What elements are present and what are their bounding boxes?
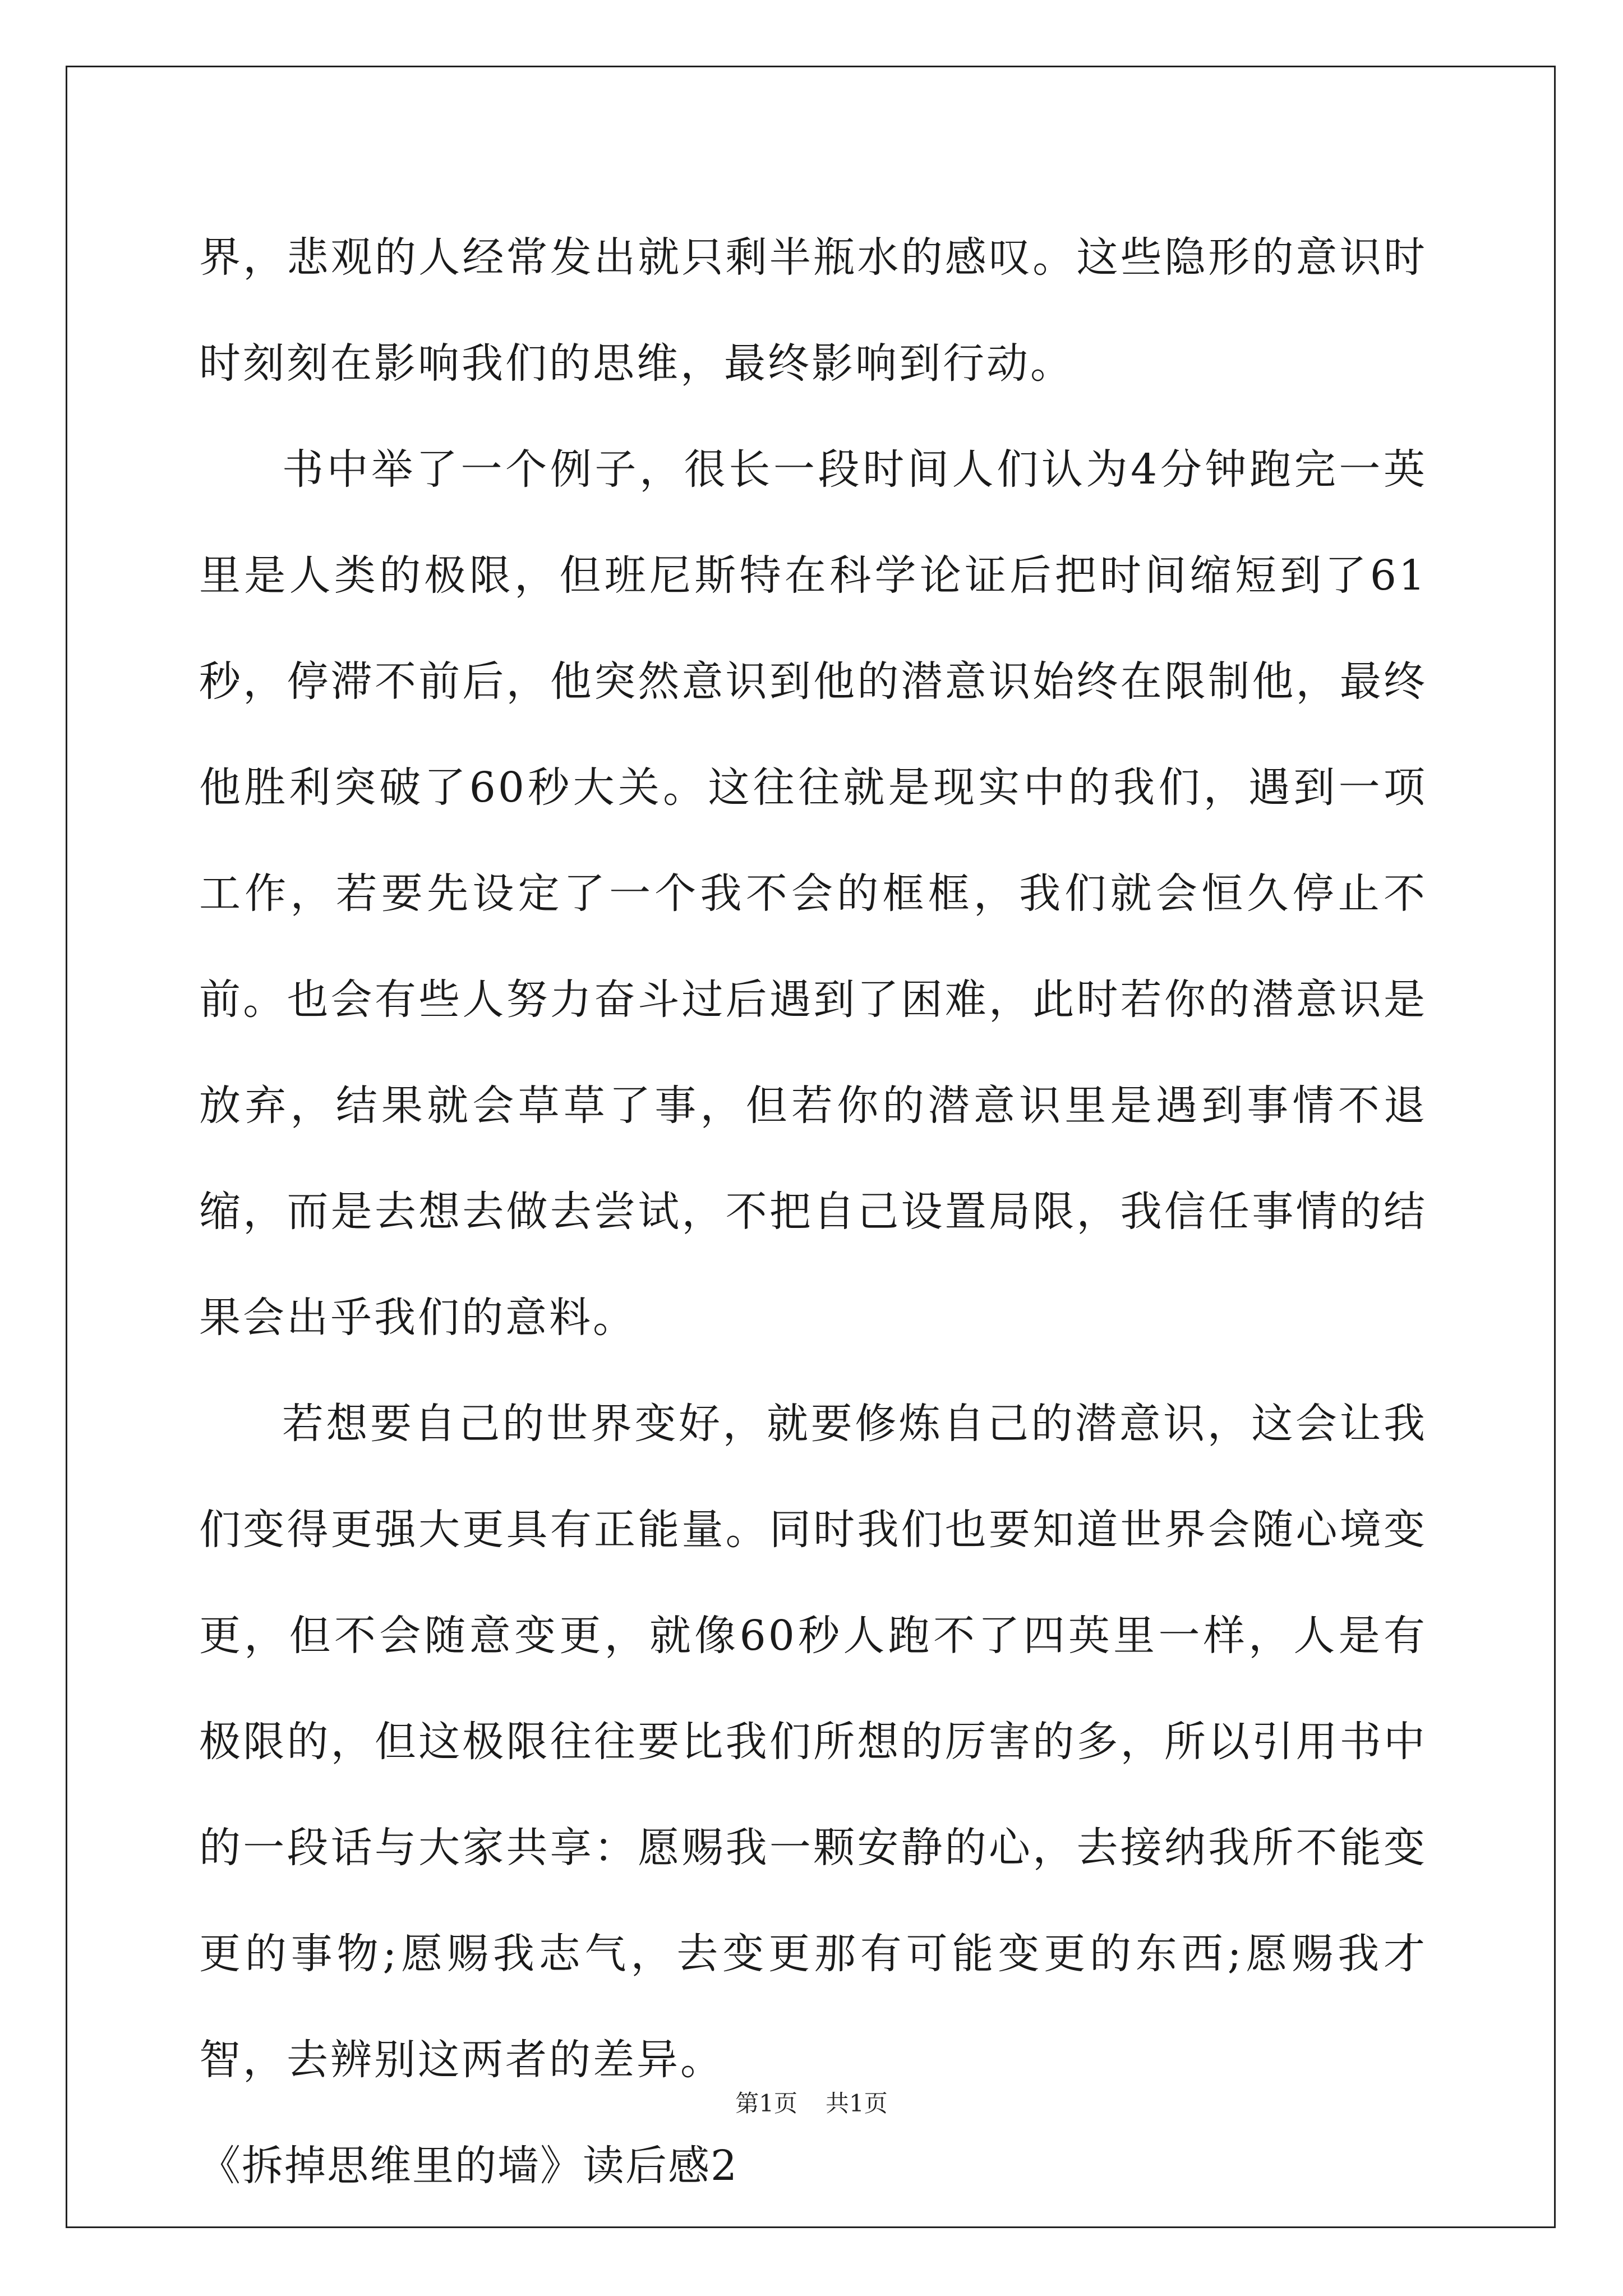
page-total: 共1页 <box>826 2090 888 2117</box>
paragraph-conclusion: 若想要自己的世界变好，就要修炼自己的潜意识，这会让我们变得更强大更具有正能量。同时我们也要知道世界会随心境变更，但不会随意变更，就像60秒人跑不了四英里一样，人是有极限的，但这极限往往要比我们所想的厉害的多，所以引用书中的一段话与大家共享：愿赐我一颗安静的心，去接纳我所不能变更的事物;愿赐我志气，去变更那有可能变更的东西;愿赐我才智，去辨别这两者的差异。 <box>199 1400 1427 2084</box>
paragraph-example: 书中举了一个例子，很长一段时间人们认为4分钟跑完一英里是人类的极限，但班尼斯特在科学论证后把时间缩短到了61秒，停滞不前后，他突然意识到他的潜意识始终在限制他，最终他胜利突破了60秒大关。这往往就是现实中的我们，遇到一项工作，若要先设定了一个我不会的框框，我们就会恒久停止不前。也会有些人努力奋斗过后遇到了困难，此时若你的潜意识是放弃，结果就会草草了事，但若你的潜意识里是遇到事情不退缩，而是去想去做去尝试，不把自己设置局限，我信任事情的结果会出乎我们的意料。 <box>199 445 1427 1342</box>
paragraph-continuation: 界，悲观的人经常发出就只剩半瓶水的感叹。这些隐形的意识时时刻刻在影响我们的思维，最终影响到行动。 <box>199 233 1427 388</box>
section-heading: 《拆掉思维里的墙》读后感2 <box>199 2142 739 2190</box>
page-footer <box>0 2087 1623 2120</box>
page-number: 第1页 <box>735 2090 797 2117</box>
document-body <box>199 205 1427 2219</box>
